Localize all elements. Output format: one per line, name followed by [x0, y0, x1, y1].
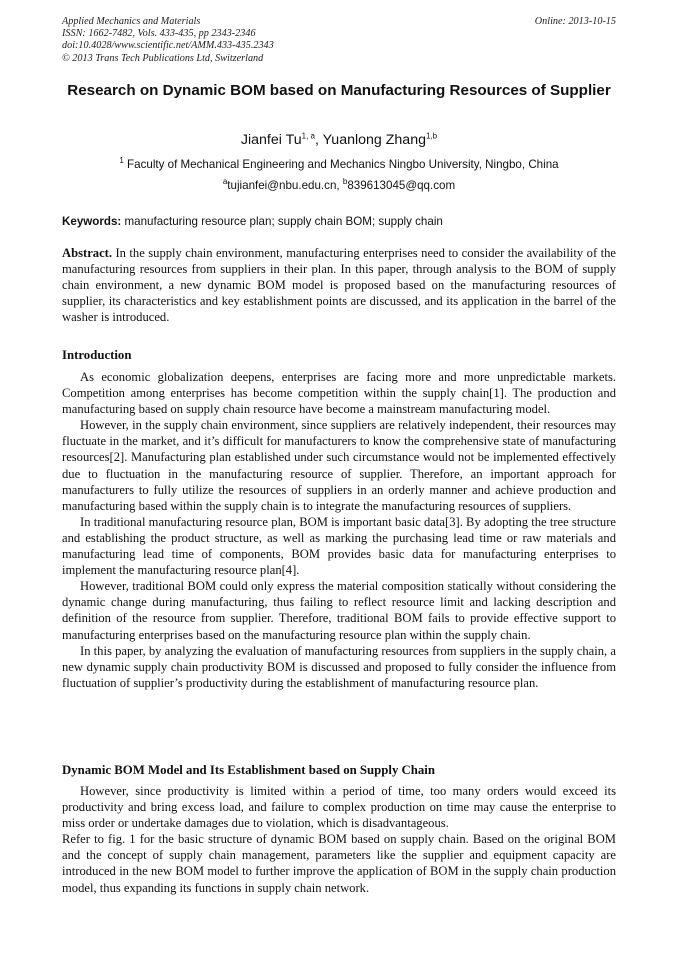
affiliation-mark: 1 — [119, 156, 124, 166]
author-emails — [62, 178, 616, 193]
paragraph: In this paper, by analyzing the evaluation of manufacturing resources from suppliers in the supply chain, a new dynamic supply chain productivity BOM is discussed and proposed to fully consider the influence from fluctuation of supplier’s productivity during the establishment of manufacturing resource plan. — [62, 643, 616, 690]
author-1: Jianfei Tu — [240, 132, 302, 148]
keywords-label: Keywords: — [62, 215, 122, 228]
keywords — [62, 214, 616, 229]
affiliation — [62, 157, 616, 172]
affiliation-text: Faculty of Mechanical Engineering and Mechanics Ningbo University, Ningbo, China — [123, 158, 559, 171]
paragraph: In traditional manufacturing resource plan, BOM is important basic data[3]. By adopting the tree structure and establishing the product structure, as well as marking the purchasing lead time or raw materials and manufacturing lead time of components, BOM provides basic data for manufacturing enterprises to implement the manufacturing resource plan[4]. — [62, 514, 616, 578]
section-heading-introduction: Introduction — [62, 348, 132, 362]
online-date: Online: 2013-10-15 — [534, 16, 616, 27]
journal-header — [62, 16, 622, 65]
author-2-affil-mark: 1,b — [425, 131, 438, 141]
email-a-mark: a — [222, 177, 228, 187]
author-2: Yuanlong Zhang — [322, 132, 426, 148]
journal-doi: doi:10.4028/www.scientific.net/AMM.433-435.2343 — [62, 40, 274, 52]
section-heading-dynamic-bom: Dynamic BOM Model and Its Establishment based on Supply Chain — [62, 763, 435, 777]
paper-title: Research on Dynamic BOM based on Manufacturing Resources of Supplier — [67, 82, 611, 99]
section-body-dynamic-bom — [62, 783, 616, 896]
abstract — [62, 245, 616, 325]
section-body-introduction — [62, 369, 616, 691]
paragraph: Refer to fig. 1 for the basic structure of dynamic BOM based on supply chain. Based on the original BOM and the concept of supply chain management, parameters like the supplier and equipment capacity are introduced in the new BOM model to further improve the application of BOM in the supply chain production model, thus expanding its functions in supply chain network. — [62, 832, 616, 895]
journal-name: Applied Mechanics and Materials — [62, 16, 201, 27]
abstract-text: In the supply chain environment, manufacturing enterprises need to consider the availability of the manufacturing resources from suppliers in their plan. In this paper, through analysis to the BOM of supply chain environment, a new dynamic BOM model is proposed based on the manufacturing resources of supplier, its characteristics and key establishment points are discussed, and its application in the barrel of the washer is introduced. — [62, 246, 616, 325]
email-b: 839613045@qq.com — [347, 179, 456, 192]
paragraph: However, since productivity is limited within a period of time, too many orders would exceed its productivity and bring excess load, and failure to complex production on time may cause the enterprise to miss order or undertake damages due to violation, which is disadvantageous. — [62, 784, 616, 831]
keywords-text: manufacturing resource plan; supply chain BOM; supply chain — [121, 215, 443, 228]
journal-copyright: © 2013 Trans Tech Publications Ltd, Switzerland — [62, 52, 264, 64]
abstract-label: Abstract. — [62, 246, 113, 260]
author-separator: , — [314, 132, 323, 148]
author-1-affil-mark: 1, a — [301, 131, 315, 141]
paragraph: As economic globalization deepens, enterprises are facing more and more unpredictable markets. Competition among enterprises has become competition within the supply chain[1]. The production and manufacturing based on supply chain resource have become a mainstream manufacturing model. — [62, 370, 616, 417]
journal-issn: ISSN: 1662-7482, Vols. 433-435, pp 2343-2346 — [62, 28, 256, 40]
paragraph: However, in the supply chain environment, since suppliers are relatively independent, their resources may fluctuate in the market, and it’s difficult for manufacturers to know the comprehensive state of manufacturing resources[2]. Manufacturing plan established under such circumstance would not be implemented effectively due to fluctuation in the manufacturing resource of supplier. Therefore, an important approach for manufacturers to fully utilize the resources of suppliers in an orderly manner and achieve production and manufacturing based within the supply chain is to integrate the manufacturing resources of suppliers. — [62, 418, 616, 513]
paragraph: However, traditional BOM could only express the material composition statically without considering the dynamic change during manufacturing, thus failing to reflect resource limit and lacking description and definition of the resource from supplier. Therefore, traditional BOM fails to provide effective support to manufacturing enterprises based on the manufacturing resource plan within the supply chain. — [62, 579, 616, 642]
email-b-mark: b — [342, 177, 348, 187]
email-a: tujianfei@nbu.edu.cn, — [227, 179, 343, 192]
author-line — [62, 131, 616, 149]
